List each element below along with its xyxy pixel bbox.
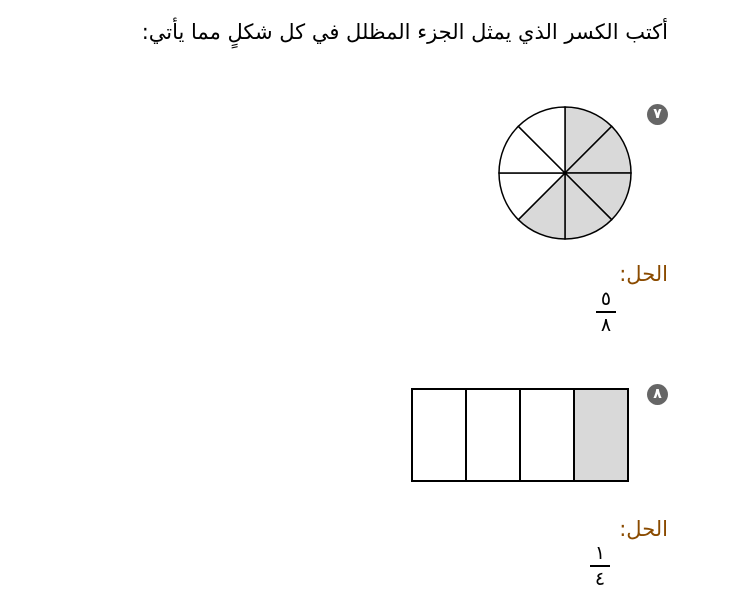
problem-7-answer-label: الحل: [619,262,668,286]
problem-8-denominator: ٤ [594,567,606,590]
problem-7-denominator: ٨ [600,313,612,336]
fraction-bar [596,311,616,313]
unshaded-column [520,389,574,481]
problem-8-answer-label: الحل: [619,517,668,541]
problem-7-number-badge: ٧ [647,104,668,125]
instruction-text: أكتب الكسر الذي يمثل الجزء المظلل في كل شكلٍ مما يأتي: [141,20,668,44]
problem-7-numerator: ٥ [600,288,612,310]
fraction-bar [590,565,610,567]
problem-8-answer-fraction [588,542,612,590]
problem-8-numerator: ١ [594,542,606,564]
problem-8-number-badge: ٨ [647,384,668,405]
unshaded-column [466,389,520,481]
circle-fraction-figure [497,105,633,241]
rectangle-fraction-figure [410,387,630,483]
unshaded-column [412,389,466,481]
problem-7-answer-fraction [594,288,618,336]
shaded-column [574,389,628,481]
